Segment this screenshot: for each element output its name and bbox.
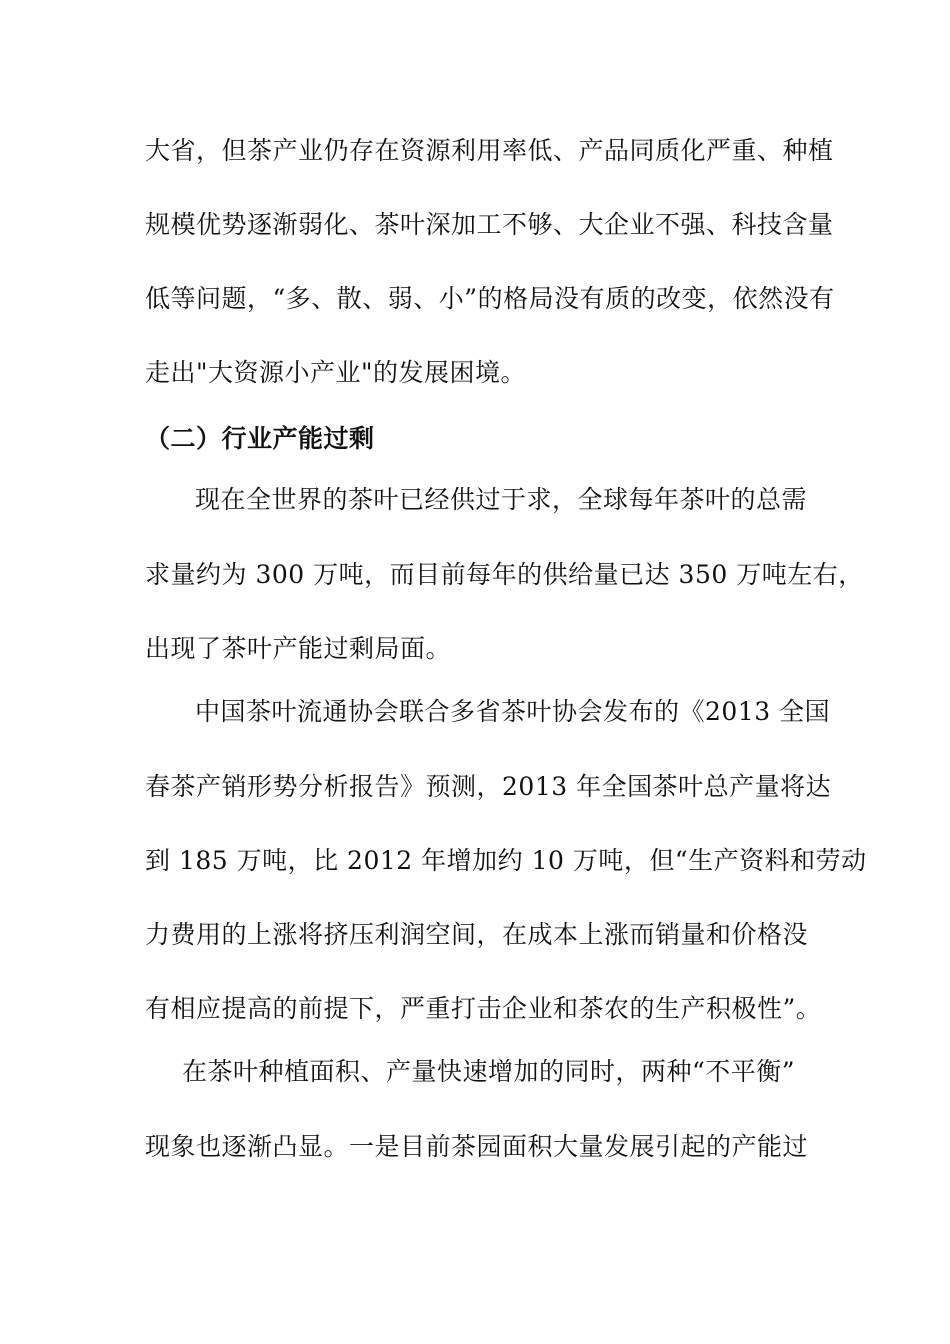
text-line: 低等问题，“多、散、弱、小”的格局没有质的改变，依然没有	[145, 284, 835, 313]
text-line: 春茶产销形势分析报告》预测，2013 年全国茶叶总产量将达	[145, 772, 832, 801]
text-line: 现象也逐渐凸显。一是目前茶园面积大量发展引起的产能过	[145, 1132, 809, 1161]
text-line: 有相应提高的前提下，严重打击企业和茶农的生产积极性”。	[145, 994, 822, 1023]
text-line: 走出"大资源小产业"的发展困境。	[145, 358, 526, 387]
text-line: 到 185 万吨，比 2012 年增加约 10 万吨，但“生产资料和劳动	[145, 846, 867, 875]
text-line: 求量约为 300 万吨，而目前每年的供给量已达 350 万吨左右，	[145, 560, 864, 589]
text-line: 现在全世界的茶叶已经供过于求，全球每年茶叶的总需	[195, 485, 808, 514]
section-heading: （二）行业产能过剩	[145, 424, 375, 453]
text-line: 中国茶叶流通协会联合多省茶叶协会发布的《2013 全国	[195, 697, 831, 726]
text-line: 出现了茶叶产能过剩局面。	[145, 634, 452, 663]
text-line: 大省，但茶产业仍存在资源利用率低、产品同质化严重、种植	[145, 136, 834, 165]
text-line: 力费用的上涨将挤压利润空间，在成本上涨而销量和价格没	[145, 920, 809, 949]
text-line: 在茶叶种植面积、产量快速增加的同时，两种“不平衡”	[182, 1057, 796, 1086]
text-line: 规模优势逐渐弱化、茶叶深加工不够、大企业不强、科技含量	[145, 210, 834, 239]
